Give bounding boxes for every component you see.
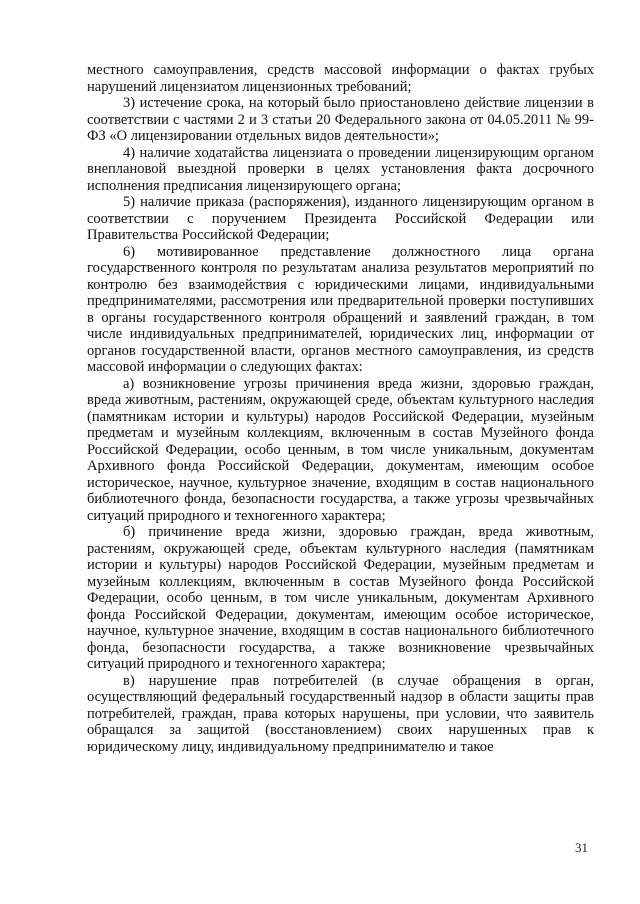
body-text: [87, 62, 594, 755]
paragraph-subitem-b: б) причинение вреда жизни, здоровью граждан, вреда животным, растениям, окружающей среде, объектам культурного наследия (памятникам истории и культуры) народов Российской Федерации, музейным предметам и музейным коллекциям, включенным в состав Музейного фонда Российской Федерации, особо ценным, в том числе уникальным, документам Архивного фонда Российской Федерации, документам, имеющим особое историческое, научное, культурное значение, входящим в состав национального библиотечного фонда, безопасности государства, а также возникновение чрезвычайных ситуаций природного и техногенного характера;: [87, 524, 594, 672]
page-number: 31: [575, 840, 588, 855]
paragraph-item-6: 6) мотивированное представление должностного лица органа государственного контроля по результатам анализа результатов мероприятий по контролю без взаимодействия с юридическими лицами, индивидуальными предпринимателями, рассмотрения или предварительной проверки поступивших в органы государственного контроля обращений и заявлений граждан, в том числе индивидуальных предпринимателей, юридических лиц, информации от органов государственной власти, органов местного самоуправления, из средств массовой информации о следующих фактах:: [87, 243, 594, 375]
paragraph-item-5: 5) наличие приказа (распоряжения), изданного лицензирующим органом в соответствии с поручением Президента Российской Федерации или Правительства Российской Федерации;: [87, 194, 594, 243]
paragraph-continuation: местного самоуправления, средств массовой информации о фактах грубых нарушений лицензиатом лицензионных требований;: [87, 62, 594, 95]
paragraph-item-3: 3) истечение срока, на который было приостановлено действие лицензии в соответствии с частями 2 и 3 статьи 20 Федерального закона от 04.05.2011 № 99-ФЗ «О лицензировании отдельных видов деятельности»;: [87, 95, 594, 144]
paragraph-item-4: 4) наличие ходатайства лицензиата о проведении лицензирующим органом внеплановой выездной проверки в целях установления факта досрочного исполнения предписания лицензирующего органа;: [87, 144, 594, 194]
paragraph-subitem-v: в) нарушение прав потребителей (в случае обращения в орган, осуществляющий федеральный государственный надзор в области защиты прав потребителей, граждан, права которых нарушены, при условии, что заявитель обращался за защитой (восстановлением) своих нарушенных прав к юридическому лицу, индивидуальному предпринимателю и такое: [87, 672, 594, 755]
paragraph-subitem-a: а) возникновение угрозы причинения вреда жизни, здоровью граждан, вреда животным, растениям, окружающей среде, объектам культурного наследия (памятникам истории и культуры) народов Российской Федерации, музейным предметам и музейным коллекциям, включенным в состав Музейного фонда Российской Федерации, особо ценным, в том числе уникальным, документам Архивного фонда Российской Федерации, документам, имеющим особое историческое, научное, культурное значение, входящим в состав национального библиотечного фонда, безопасности государства, а также угрозы чрезвычайных ситуаций природного и техногенного характера;: [87, 375, 594, 524]
